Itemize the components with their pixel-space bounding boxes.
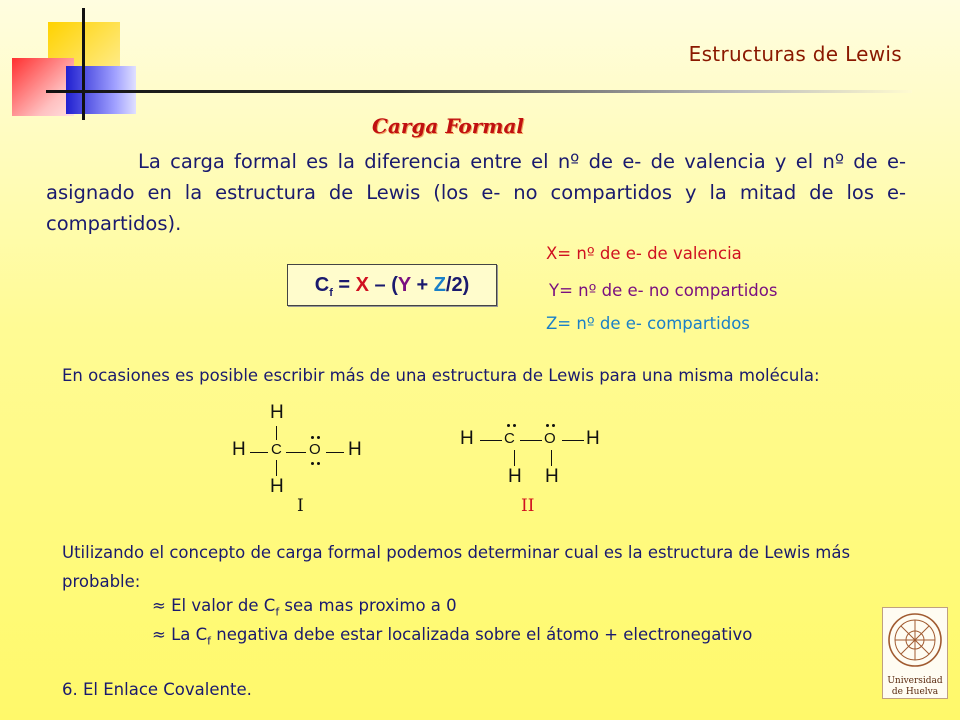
- atom-h-left: H: [460, 428, 474, 449]
- rule-1-text: El valor de C: [171, 596, 276, 615]
- atom-c: C: [271, 441, 282, 458]
- rule-1-text-end: sea mas proximo a 0: [279, 596, 457, 615]
- formula-minus: – (: [369, 274, 398, 296]
- lone-pair-dot: [507, 424, 510, 427]
- formula-equals: =: [332, 274, 356, 296]
- atom-o: O: [309, 441, 321, 458]
- lone-pair-dot: [552, 424, 555, 427]
- bond-h-c: [480, 440, 502, 441]
- rule-2-sub: f: [207, 634, 212, 648]
- structure-label-2: II: [521, 496, 535, 516]
- legend-z: Z= nº de e- compartidos: [546, 314, 750, 333]
- atom-h-left: H: [232, 439, 246, 460]
- seal-line-1: Universidad: [887, 676, 943, 686]
- formula-z: Z: [433, 274, 446, 296]
- seal-emblem-icon: [883, 608, 947, 672]
- bond-c-h-top: [276, 426, 277, 440]
- formula-box: [287, 264, 497, 306]
- rule-2: [152, 625, 752, 647]
- header-rule: [46, 90, 912, 93]
- formula-plus: +: [410, 274, 434, 296]
- bond-o-h: [562, 440, 584, 441]
- atom-o: O: [544, 430, 556, 447]
- formula-lhs: C: [314, 274, 330, 296]
- legend-x: X= nº de e- de valencia: [546, 244, 742, 263]
- structure-label-1: I: [297, 496, 304, 516]
- bond-c-h-bottom: [514, 450, 515, 466]
- atom-h-top: H: [270, 402, 284, 423]
- bond-o-h: [326, 452, 344, 453]
- formula-lhs-sub: f: [329, 287, 333, 299]
- lewis-structure-1: [220, 396, 380, 496]
- lone-pair-dot: [513, 424, 516, 427]
- approx-bullet-icon: ≈: [152, 596, 166, 615]
- atom-c: C: [504, 430, 515, 447]
- conclusion-paragraph: Utilizando el concepto de carga formal podemos determinar cual es la estructura de Lewis más probable:: [62, 543, 851, 591]
- lone-pair-dot: [317, 436, 320, 439]
- atom-h-below-c: H: [508, 466, 522, 487]
- logo-vertical-line: [82, 8, 85, 120]
- seal-line-2: de Huelva: [891, 687, 939, 697]
- footer-chapter: 6. El Enlace Covalente.: [62, 680, 252, 699]
- definition-paragraph: La carga formal es la diferencia entre el nº de e- de valencia y el nº de e- asignado en la estructura de Lewis (los e- no compartidos y la mitad de los e- compartidos).: [46, 150, 906, 235]
- section-title: Carga Formal: [372, 114, 525, 138]
- formula-tail: /2): [445, 274, 470, 296]
- header-title: Estructuras de Lewis: [688, 42, 902, 66]
- bond-h-c: [250, 452, 268, 453]
- formula-y: Y: [397, 274, 411, 296]
- legend-y: Y= nº de e- no compartidos: [549, 281, 778, 300]
- intro-paragraph: En ocasiones es posible escribir más de una estructura de Lewis para una misma molécula:: [62, 366, 820, 385]
- atom-h-bottom: H: [270, 476, 284, 497]
- rule-1: [152, 596, 457, 618]
- formula-x: X: [355, 274, 369, 296]
- rule-1-sub: f: [275, 605, 280, 619]
- bond-c-h-bottom: [276, 460, 277, 476]
- lone-pair-dot: [311, 436, 314, 439]
- atom-h-right: H: [586, 428, 600, 449]
- logo-square-red: [12, 58, 74, 116]
- university-seal: [882, 607, 948, 699]
- lewis-structure-2: [458, 420, 618, 500]
- rule-2-text: La C: [171, 625, 208, 644]
- lone-pair-dot: [546, 424, 549, 427]
- approx-bullet-icon: ≈: [152, 625, 166, 644]
- formal-charge-formula: [288, 265, 496, 313]
- lone-pair-dot: [311, 462, 314, 465]
- atom-h-right: H: [348, 439, 362, 460]
- bond-c-o: [286, 452, 306, 453]
- atom-h-below-o: H: [545, 466, 559, 487]
- bond-c-o: [520, 440, 542, 441]
- lone-pair-dot: [317, 462, 320, 465]
- rule-2-text-end: negativa debe estar localizada sobre el átomo + electronegativo: [211, 625, 753, 644]
- bond-o-h-bottom: [551, 450, 552, 466]
